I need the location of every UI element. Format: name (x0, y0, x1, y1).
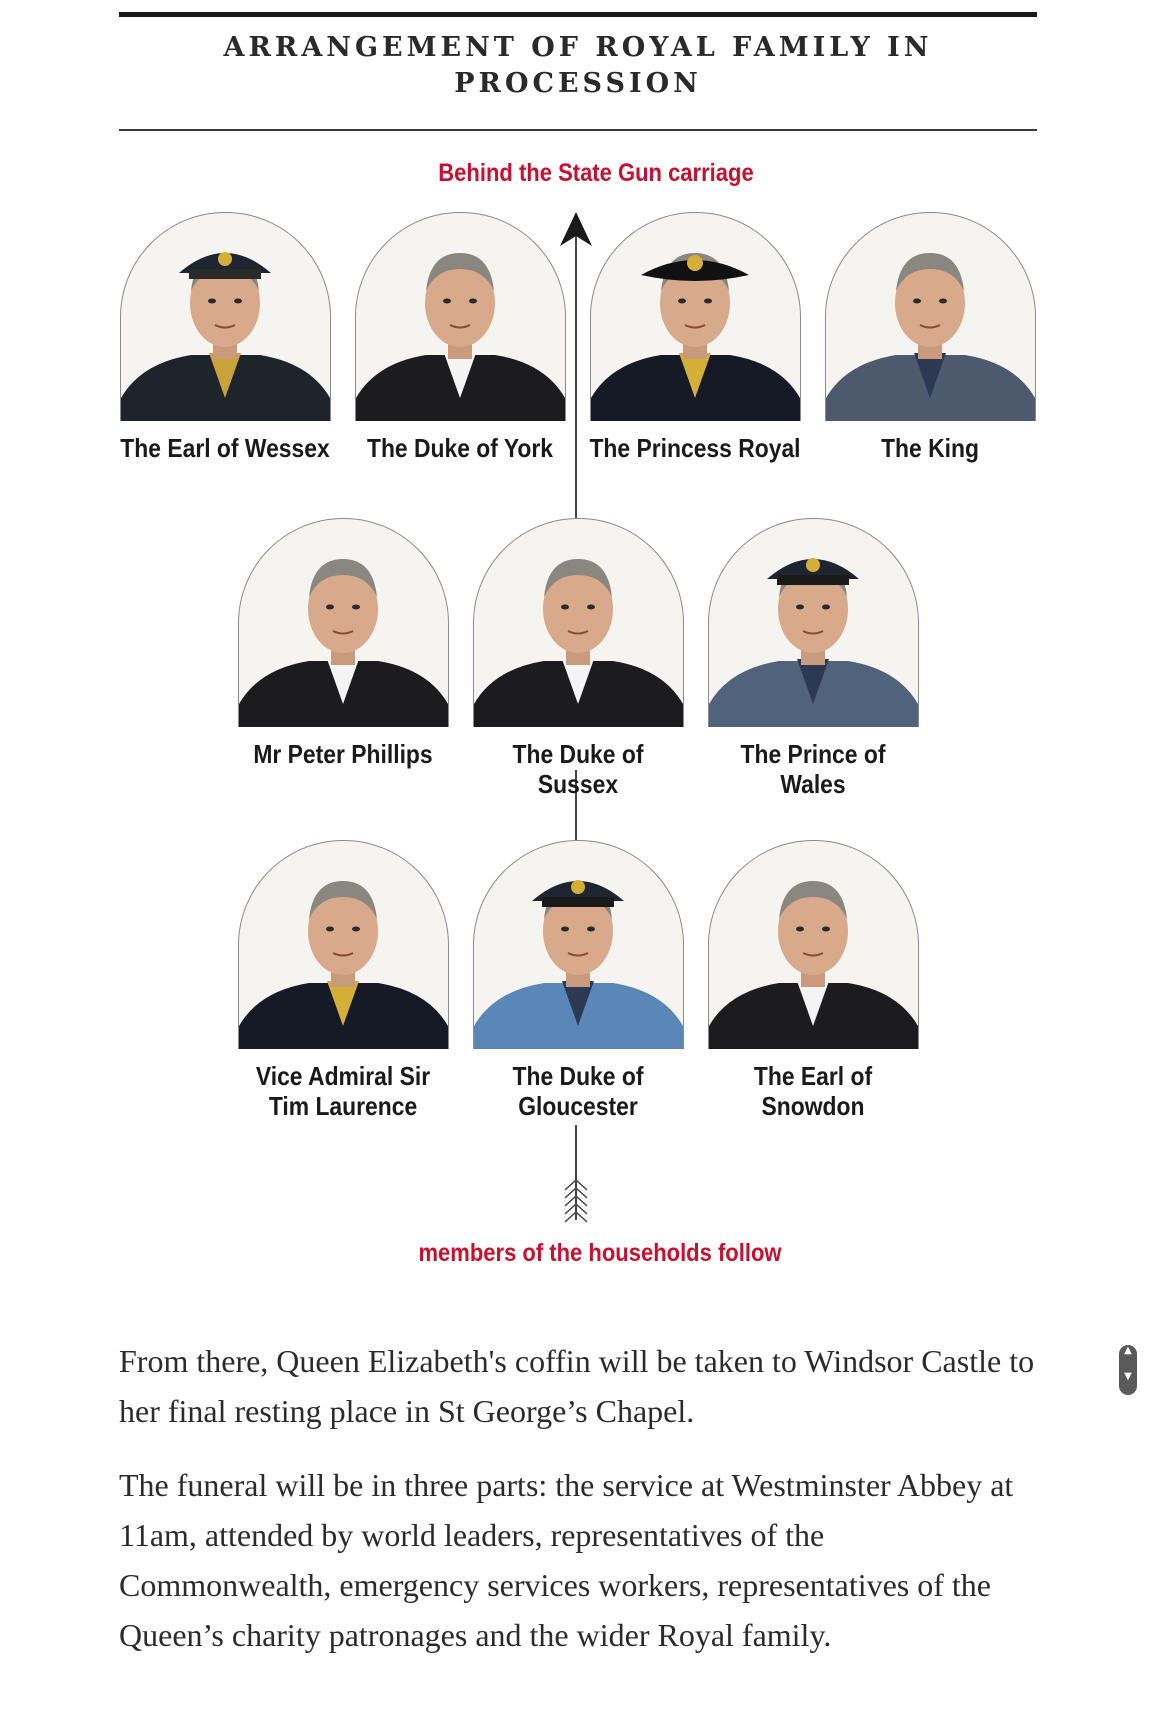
cap-badge-icon (571, 880, 585, 894)
cap-band (542, 897, 614, 907)
portrait-eye (939, 299, 947, 304)
cap-badge-icon (806, 558, 820, 572)
person-card (238, 518, 449, 769)
portrait-eye (913, 299, 921, 304)
portrait-arch (708, 840, 919, 1049)
portrait-eye (822, 605, 830, 610)
portrait-illustration (474, 519, 683, 727)
person-name: The King (881, 433, 979, 463)
person-name: Vice Admiral Sir Tim Laurence (255, 1061, 431, 1121)
direction-label-top: Behind the State Gun carriage (438, 159, 754, 187)
portrait-eye (326, 927, 334, 932)
person-name: The Duke of Gloucester (512, 1061, 644, 1121)
person-name: The Prince of Wales (740, 739, 886, 799)
hat-badge-icon (687, 255, 703, 271)
portrait-eye (587, 605, 595, 610)
portrait-arch (825, 212, 1036, 421)
portrait-arch (120, 212, 331, 421)
person-card (708, 518, 919, 799)
person-name: The Earl of Snowdon (753, 1061, 873, 1121)
portrait-illustration (709, 519, 918, 727)
portrait-eye (587, 927, 595, 932)
portrait-eye (352, 605, 360, 610)
portrait-eye (469, 299, 477, 304)
scrollbar-handle[interactable] (1119, 1345, 1137, 1395)
person-name: The Princess Royal (589, 433, 801, 463)
person-name: The Duke of York (366, 433, 554, 463)
cap-band (777, 575, 849, 585)
portrait-eye (443, 299, 451, 304)
portrait-illustration (826, 213, 1035, 421)
portrait-illustration (591, 213, 800, 421)
portrait-illustration (356, 213, 565, 421)
portrait-arch (238, 518, 449, 727)
portrait-eye (822, 927, 830, 932)
person-card (120, 212, 331, 463)
portrait-eye (678, 299, 686, 304)
person-card (238, 840, 449, 1121)
chevron-up-icon: ▲ (1124, 1345, 1132, 1356)
portrait-eye (561, 605, 569, 610)
person-card (473, 840, 684, 1121)
person-card (473, 518, 684, 799)
portrait-illustration (121, 213, 330, 421)
portrait-eye (796, 927, 804, 932)
portrait-illustration (474, 841, 683, 1049)
portrait-eye (234, 299, 242, 304)
portrait-arch (355, 212, 566, 421)
chevron-down-icon: ▼ (1124, 1371, 1132, 1382)
person-card (355, 212, 566, 463)
portrait-illustration (239, 841, 448, 1049)
person-card (590, 212, 801, 463)
portrait-eye (704, 299, 712, 304)
portrait-eye (352, 927, 360, 932)
portrait-eye (326, 605, 334, 610)
person-name: The Duke of Sussex (512, 739, 644, 799)
portrait-eye (796, 605, 804, 610)
person-name: The Earl of Wessex (120, 433, 330, 463)
person-name: Mr Peter Phillips (253, 739, 433, 769)
person-card (825, 212, 1036, 463)
portrait-arch (238, 840, 449, 1049)
portrait-arch (590, 212, 801, 421)
cap-badge-icon (218, 252, 232, 266)
direction-label-bottom: members of the households follow (418, 1239, 782, 1267)
cap-band (189, 269, 261, 279)
portrait-arch (473, 518, 684, 727)
article-paragraph: From there, Queen Elizabeth's coffin will be taken to Windsor Castle to her final resting place in St George’s Chapel. (119, 1343, 1035, 1429)
portrait-arch (473, 840, 684, 1049)
article-paragraph: The funeral will be in three parts: the service at Westminster Abbey at 11am, attended by world leaders, representatives of the Commonwealth, emergency services workers, representatives of the Queen’s charity patronages and the wider Royal family. (119, 1467, 1014, 1653)
portrait-illustration (239, 519, 448, 727)
person-card (708, 840, 919, 1121)
portrait-arch (708, 518, 919, 727)
portrait-illustration (709, 841, 918, 1049)
diagram-title: ARRANGEMENT OF ROYAL FAMILY IN PROCESSION (223, 32, 933, 99)
portrait-eye (208, 299, 216, 304)
portrait-eye (561, 927, 569, 932)
